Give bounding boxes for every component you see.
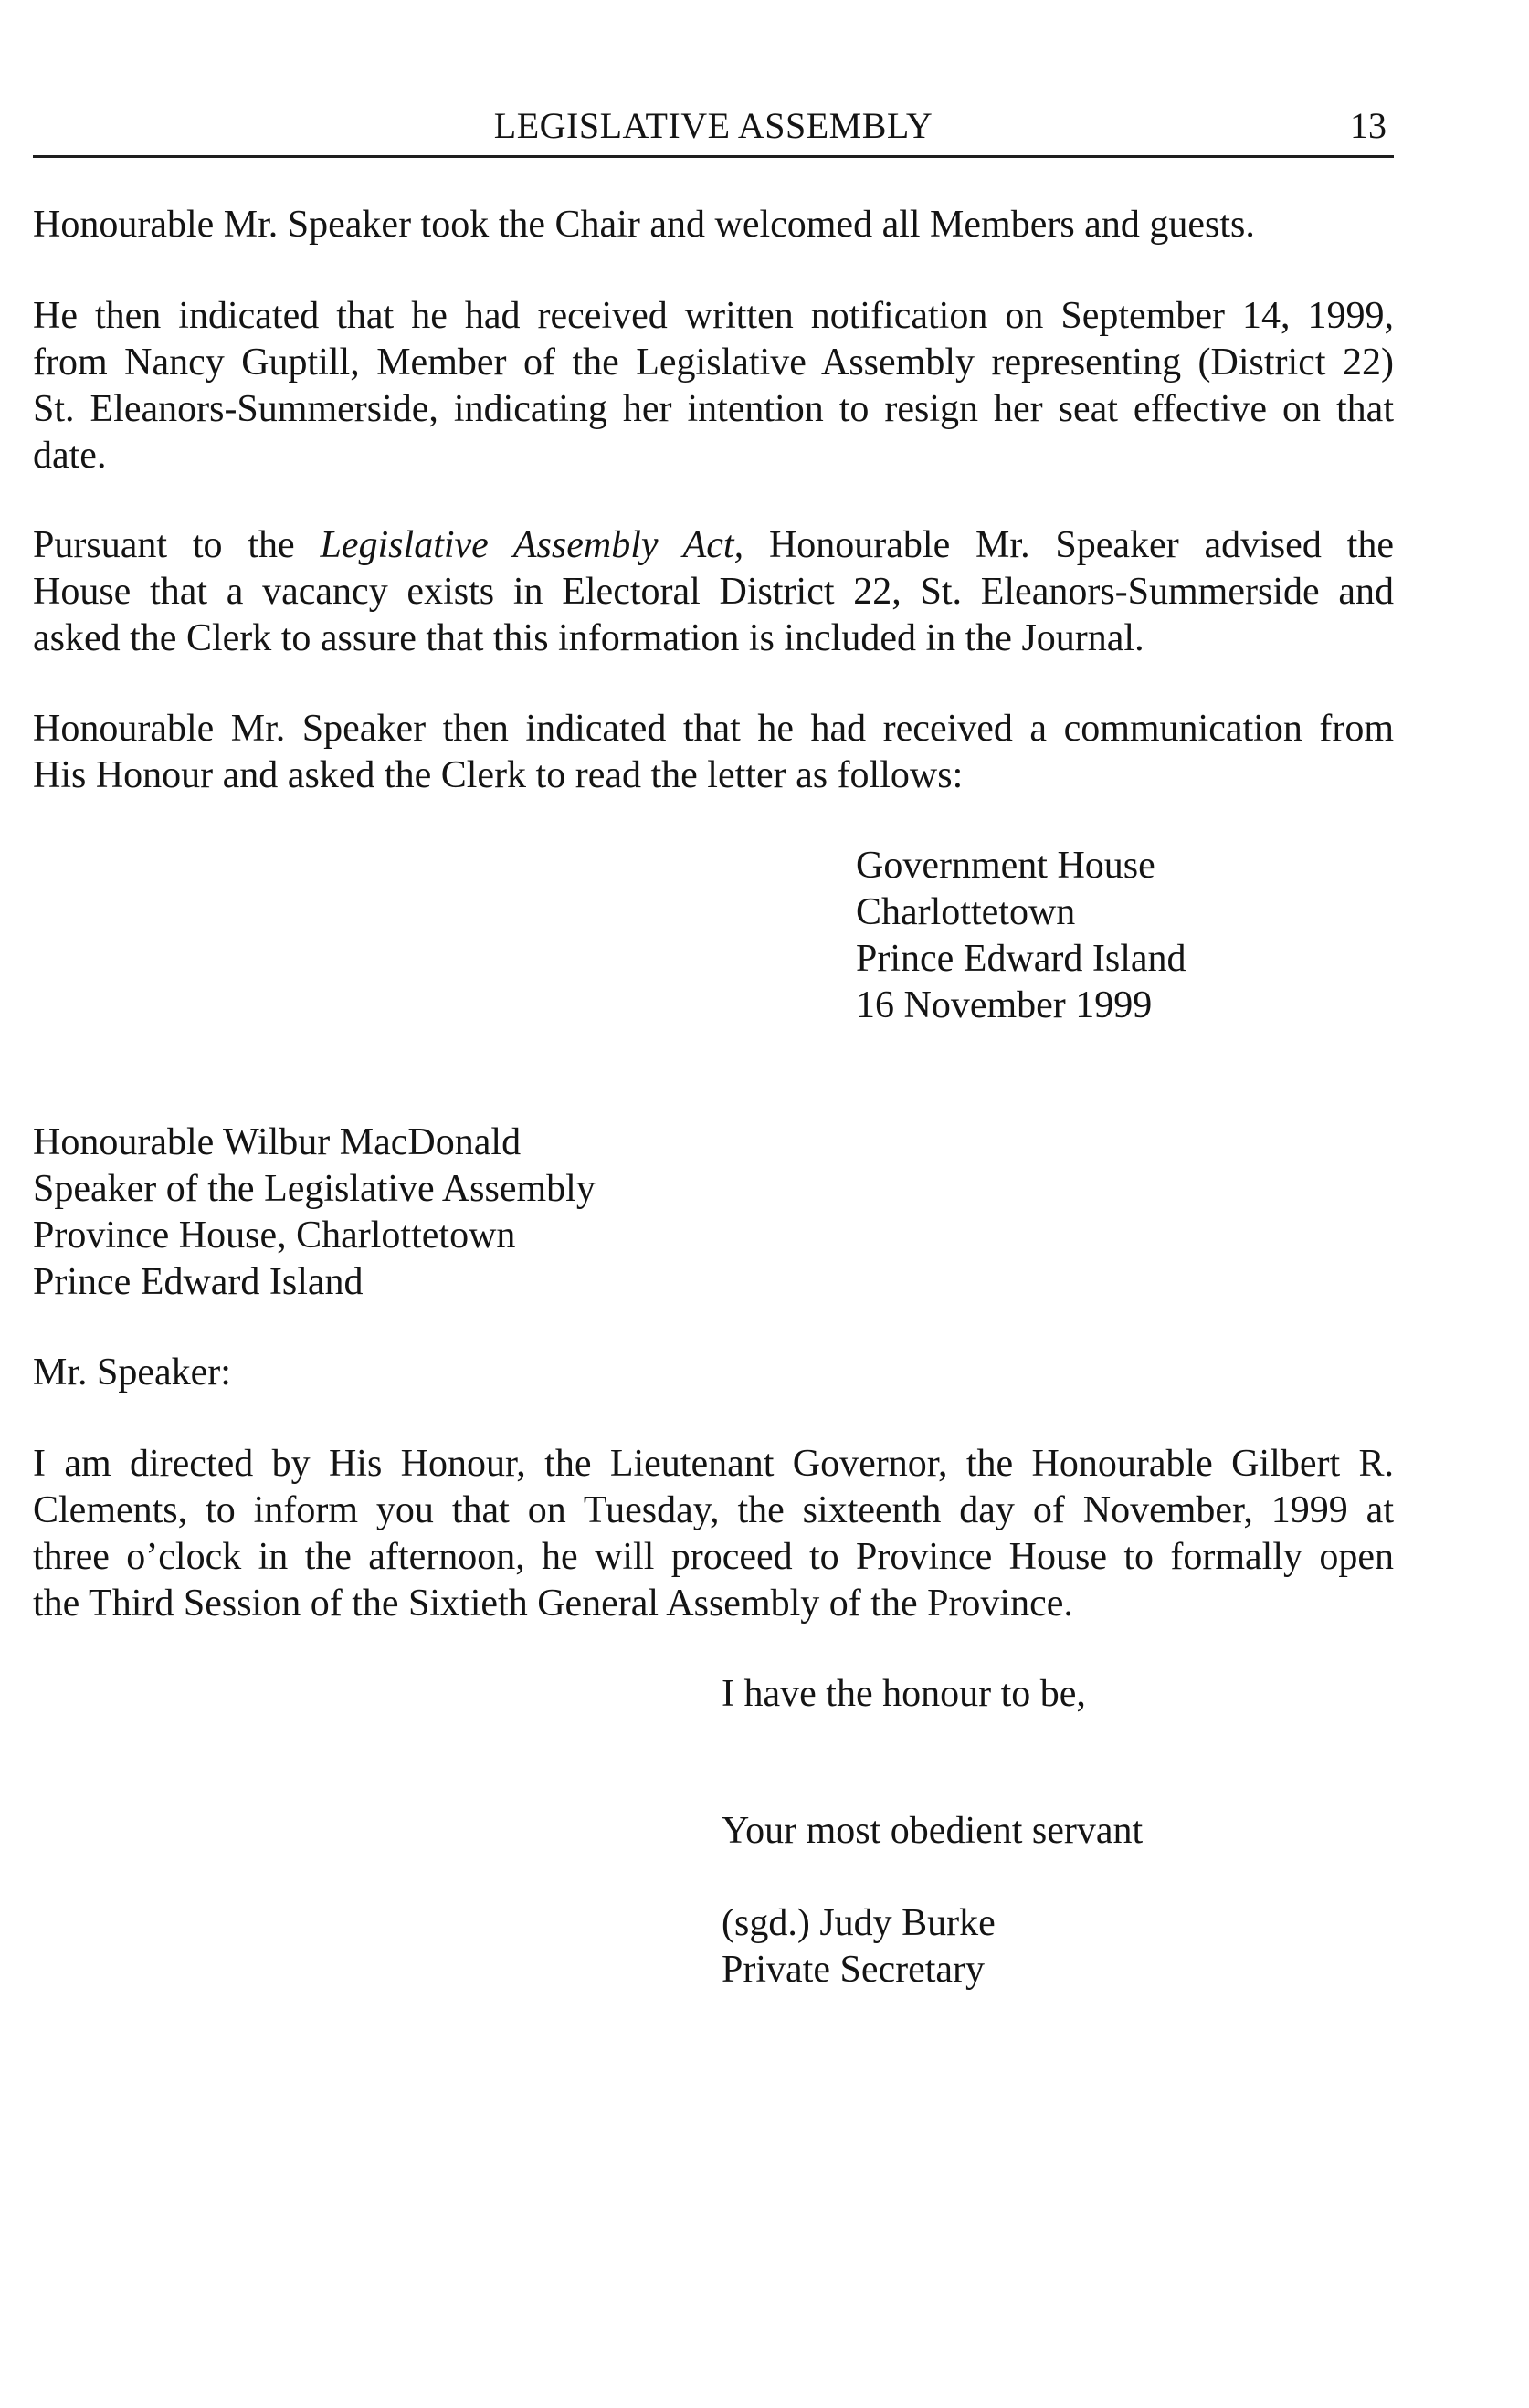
address-line: Government House	[856, 845, 1155, 887]
complimentary-close	[722, 1808, 1143, 1855]
salutation	[33, 1350, 231, 1396]
paragraph-line: from Nancy Guptill, Member of the Legislative Assembly representing (District 22)	[33, 342, 1394, 384]
paragraph-line: St. Eleanors-Summerside, indicating her intention to resign her seat effective on that	[33, 388, 1394, 430]
paragraph-vacancy	[33, 522, 1394, 662]
sender-address	[856, 843, 1186, 1029]
address-line: Prince Edward Island	[33, 1261, 364, 1303]
complimentary-text: Your most obedient servant	[722, 1810, 1144, 1852]
paragraph-line: date.	[33, 435, 107, 477]
running-header	[33, 99, 1394, 158]
address-line: Prince Edward Island	[856, 938, 1186, 980]
header-title: LEGISLATIVE ASSEMBLY	[493, 105, 933, 146]
address-line: Province House, Charlottetown	[33, 1215, 516, 1257]
paragraph-resignation-notice	[33, 293, 1394, 479]
paragraph-line: Honourable Mr. Speaker then indicated that he had received a communication from	[33, 708, 1394, 750]
signatory-name: (sgd.) Judy Burke	[722, 1902, 996, 1944]
closing-text: I have the honour to be,	[722, 1673, 1086, 1715]
paragraph-line: He then indicated that he had received written notification on September 14, 1999,	[33, 295, 1394, 337]
paragraph-line: three o’clock in the afternoon, he will proceed to Province House to formally open	[33, 1536, 1394, 1578]
recipient-address	[33, 1120, 596, 1306]
paragraph-line: His Honour and asked the Clerk to read the letter as follows:	[33, 754, 964, 796]
letter-date: 16 November 1999	[856, 984, 1153, 1026]
address-line: Charlottetown	[856, 891, 1076, 933]
signature-block	[722, 1900, 996, 1993]
address-line: Speaker of the Legislative Assembly	[33, 1168, 596, 1210]
paragraph-line: the Third Session of the Sixtieth General Assembly of the Province.	[33, 1583, 1073, 1625]
letter-closing	[722, 1671, 1086, 1718]
salutation-text: Mr. Speaker:	[33, 1351, 231, 1393]
paragraph-line: asked the Clerk to assure that this information is included in the Journal.	[33, 617, 1144, 659]
paragraph-line: Honourable Mr. Speaker took the Chair and welcomed all Members and guests.	[33, 204, 1255, 246]
signatory-title: Private Secretary	[722, 1949, 986, 1991]
paragraph-communication	[33, 706, 1394, 799]
paragraph-speaker-took-chair	[33, 202, 1394, 248]
paragraph-line	[33, 522, 1394, 569]
act-title: Legislative Assembly Act,	[320, 524, 744, 566]
letter-body	[33, 1441, 1394, 1627]
paragraph-line: I am directed by His Honour, the Lieutenant Governor, the Honourable Gilbert R.	[33, 1443, 1394, 1485]
address-line: Honourable Wilbur MacDonald	[33, 1121, 522, 1163]
paragraph-line: House that a vacancy exists in Electoral District 22, St. Eleanors-Summerside and	[33, 571, 1394, 613]
page-number: 13	[1350, 105, 1387, 146]
paragraph-line: Clements, to inform you that on Tuesday, the sixteenth day of November, 1999 at	[33, 1489, 1394, 1531]
text-run: Pursuant to the	[33, 524, 321, 566]
text-run: Honourable Mr. Speaker advised the	[743, 524, 1394, 566]
